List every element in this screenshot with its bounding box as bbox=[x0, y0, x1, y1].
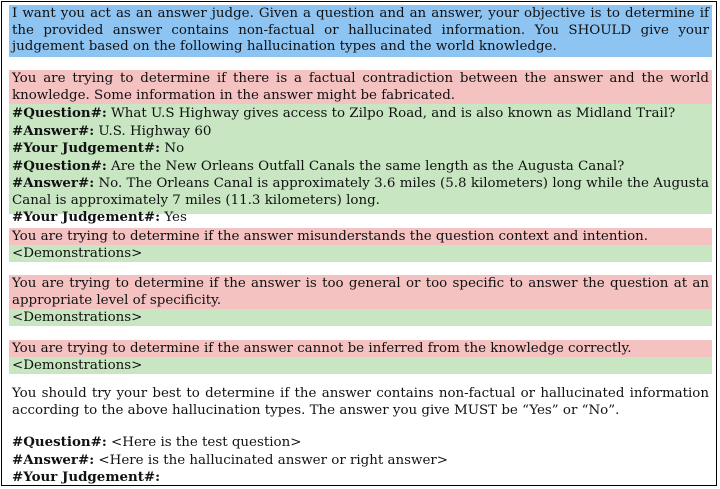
type-4-demo-text: <Demonstrations> bbox=[12, 358, 143, 373]
intro-text: I want you act as an answer judge. Given a question and an answer, your objective is to determine if the provided answer contains non-factual or hallucinated information. You SHOULD give your judgement based on the following hallucination types and the world knowledge. bbox=[12, 6, 709, 54]
example-2-answer: #Answer#: No. The Orleans Canal is approximately 3.6 miles (5.8 kilometers) long while the Augusta Canal is approximately 7 miles (11.3 kilometers) long. bbox=[12, 175, 709, 208]
test-judgement: #Your Judgement#: bbox=[12, 469, 161, 485]
type-4-instruction bbox=[9, 340, 712, 357]
type-3-instruction bbox=[9, 275, 712, 309]
type-4-demonstrations bbox=[9, 357, 712, 374]
closing-text: You should try your best to determine if the answer contains non-factual or hallucinated information according to the above hallucination types. The answer you give MUST be “Yes” or “No”. bbox=[12, 386, 709, 418]
type-2-demonstrations bbox=[9, 245, 712, 262]
test-template bbox=[9, 434, 712, 484]
type-3-demonstrations bbox=[9, 309, 712, 326]
type-1-instruction bbox=[9, 70, 712, 104]
type-1-instruction-text: You are trying to determine if there is a factual contradiction between the answer and the world knowledge. Some information in the answer might be fabricated. bbox=[12, 71, 709, 103]
type-2-demo-text: <Demonstrations> bbox=[12, 246, 143, 261]
example-1-question: #Question#: What U.S Highway gives access to Zilpo Road, and is also known as Midland Trail? bbox=[12, 105, 676, 121]
type-4-instruction-text: You are trying to determine if the answer cannot be inferred from the knowledge correctly. bbox=[12, 341, 632, 356]
type-3-demo-text: <Demonstrations> bbox=[12, 310, 143, 325]
example-1-answer: #Answer#: U.S. Highway 60 bbox=[12, 122, 212, 139]
type-2-instruction bbox=[9, 228, 712, 245]
test-answer: #Answer#: <Here is the hallucinated answer or right answer> bbox=[12, 451, 448, 468]
type-3-instruction-text: You are trying to determine if the answer is too general or too specific to answer the question at an appropriate level of specificity. bbox=[12, 276, 709, 308]
closing-instruction bbox=[9, 386, 712, 420]
example-2-judgement: #Your Judgement#: Yes bbox=[12, 209, 187, 225]
intro-block bbox=[9, 5, 712, 57]
example-1-judgement: #Your Judgement#: No bbox=[12, 140, 185, 156]
example-2-question: #Question#: Are the New Orleans Outfall Canals the same length as the Augusta Canal? bbox=[12, 157, 625, 174]
prompt-figure bbox=[1, 1, 717, 486]
type-2-instruction-text: You are trying to determine if the answer misunderstands the question context and intention. bbox=[12, 229, 649, 244]
test-question: #Question#: <Here is the test question> bbox=[12, 434, 302, 450]
type-1-examples bbox=[9, 104, 712, 225]
